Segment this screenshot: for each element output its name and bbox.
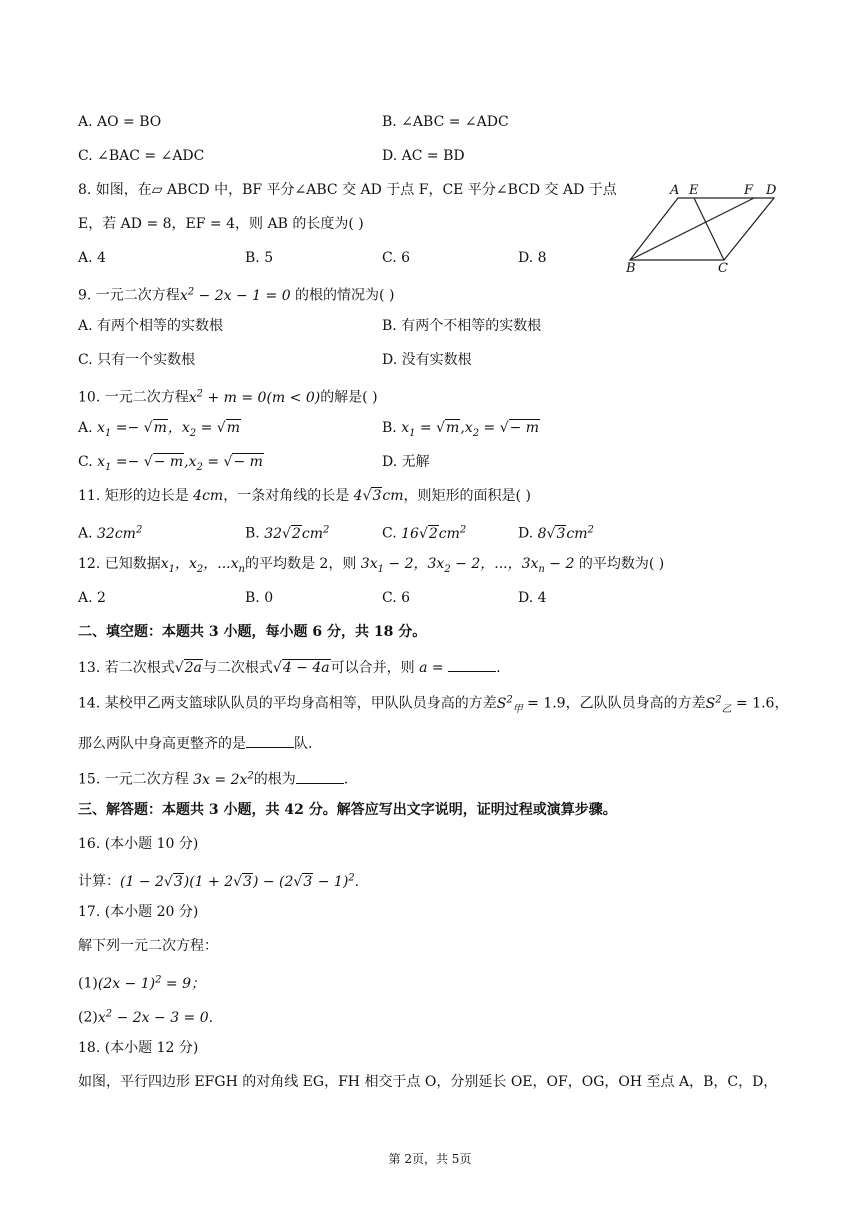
q10-equation: $x^2 + m = 0(m < 0)$: [188, 388, 321, 406]
q14-line2: [78, 733, 312, 753]
q7-option-b: B. ∠ABC = ∠ADC: [382, 114, 509, 130]
q14-sub-yi: 乙: [721, 703, 732, 715]
q11-option-d-prefix: D.: [518, 525, 538, 542]
q11-option-a-math: $32cm^2$: [97, 524, 143, 542]
q9-option-b: B. 有两个不相等的实数根: [382, 318, 542, 334]
q15-stem-c: .: [343, 771, 349, 788]
bisector-ce: [694, 198, 724, 260]
q11-stem-b: ，一条对角线的长是: [223, 488, 354, 504]
q11-stem-c: ，则矩形的面积是( ): [403, 488, 531, 504]
q10-option-b-math: $x_1 = √m,x_2$ = √− m: [401, 420, 540, 439]
q7-option-a: A. AO = BO: [78, 114, 162, 130]
q17-part-2: [78, 1005, 213, 1027]
q12-stem-c: 的平均数为( ): [574, 556, 665, 572]
q7-option-c: C. ∠BAC = ∠ADC: [78, 148, 205, 164]
q11-diagonal: 4√3cm: [353, 488, 404, 504]
q12-option-b: B. 0: [245, 590, 274, 606]
q11-option-b-math: $32√2cm^2$: [264, 524, 330, 542]
q16-expression: $(1 - 2√3)(1 + 2√3) - (2√3 - 1)^2$.: [120, 872, 360, 890]
q8-stem-line2: E，若 AD = 8，EF = 4，则 AB 的长度为( ): [78, 216, 364, 232]
q16-body-prefix: 计算：: [78, 873, 120, 890]
q15-equation: $3x = 2x^2$: [193, 770, 254, 788]
q11-option-b-prefix: B.: [245, 525, 265, 542]
q14-stem-a: 14. 某校甲乙两支篮球队队员的平均身高相等，甲队队员身高的方差: [78, 695, 497, 712]
q8-stem-line1: 8. 如图，在▱ ABCD 中，BF 平分∠ABC 交 AD 于点 F，CE 平分∠BCD 交 AD 于点: [78, 182, 617, 198]
q10-option-a-math: $x_1 =- √m$，$x_2 = √m$: [97, 420, 240, 439]
q8-option-c: C. 6: [382, 250, 411, 266]
section-2-heading: 二、填空题：本题共 3 小题，每小题 6 分，共 18 分。: [78, 624, 427, 640]
q16-header: 16. (本小题 10 分): [78, 836, 199, 852]
q11-option-b: [245, 521, 329, 543]
q17-header: 17. (本小题 20 分): [78, 904, 199, 920]
q9-equation: $x^2 - 2x - 1 = 0$: [179, 286, 291, 304]
q13-var: a =: [419, 660, 449, 676]
q17-part-2-prefix: (2): [78, 1009, 98, 1026]
q11-option-a-prefix: A.: [78, 525, 98, 542]
q15-stem-a: 15. 一元二次方程: [78, 771, 194, 788]
q10-option-a: [78, 419, 241, 443]
q9-option-d: D. 没有实数根: [382, 352, 472, 368]
q14-stem-c: = 1.6，: [731, 695, 789, 712]
q17-part-2-equation: $x^2 - 2x - 3 = 0$.: [97, 1008, 214, 1026]
label-b: B: [626, 261, 636, 272]
bisector-bf: [630, 198, 754, 260]
label-a: A: [670, 183, 680, 198]
q18-header: 18. (本小题 12 分): [78, 1040, 199, 1056]
q10-stem-b: 的解是( ): [320, 389, 378, 406]
q10-option-a-prefix: A.: [78, 420, 98, 436]
q10-option-c-math: $x_1$ =− √− $m,x_2$ = √− m: [97, 454, 263, 473]
q14-stem: [78, 691, 788, 718]
q15-stem: [78, 767, 348, 789]
q9-option-a: A. 有两个相等的实数根: [78, 318, 224, 334]
q9-stem: [78, 283, 394, 305]
q10-option-c: [78, 453, 264, 477]
q13-stem: [78, 657, 501, 677]
q8-option-a: A. 4: [78, 250, 106, 266]
label-e: E: [689, 183, 699, 198]
q12-option-a: A. 2: [78, 590, 106, 606]
q13-answer-blank[interactable]: [448, 657, 496, 672]
q11-side: 4cm: [193, 488, 224, 504]
q10-option-c-prefix: C.: [78, 454, 98, 470]
q8-option-b: B. 5: [245, 250, 274, 266]
q11-option-d: [518, 521, 594, 543]
q9-stem-a: 9. 一元二次方程: [78, 287, 180, 304]
q13-radical-1: √2a: [174, 660, 202, 676]
q13-stem-c: 可以合并，则: [330, 660, 420, 676]
q12-transformed: $3x_1 - 2$，$3x_2 - 2$，...，$3x_n - 2$: [360, 556, 575, 575]
q12-stem-b: 的平均数是 2，则: [244, 556, 361, 572]
label-d: D: [766, 183, 777, 198]
q14-s2-yi: $S^2_乙$: [705, 694, 732, 715]
q9-stem-b: 的根的情况为( ): [290, 287, 395, 304]
q12-stem-a: 12. 已知数据: [78, 556, 161, 572]
q12-data: $x_1$，$x_2$，$...x_n$: [160, 556, 245, 575]
q11-option-c-math: $16√2cm^2$: [401, 524, 467, 542]
q17-part-1: [78, 971, 205, 993]
q10-option-b-prefix: B.: [382, 420, 402, 436]
q14-answer-blank[interactable]: [246, 733, 294, 748]
q14-line2-a: 那么两队中身高更整齐的是: [78, 736, 246, 752]
q16-body: [78, 869, 359, 891]
q17-intro: 解下列一元二次方程：: [78, 938, 218, 954]
q13-radical-2: √4 − 4a: [272, 660, 330, 676]
q13-stem-d: .: [496, 660, 501, 676]
q18-body: 如图，平行四边形 EFGH 的对角线 EG，FH 相交于点 O，分别延长 OE，OF，OG，OH 至点 A，B，C，D，: [78, 1074, 778, 1090]
q11-option-a: [78, 521, 142, 543]
q15-answer-blank[interactable]: [296, 769, 344, 784]
q14-line2-b: 队.: [294, 736, 313, 752]
parallelogram-outline: [630, 198, 774, 260]
q9-option-c: C. 只有一个实数根: [78, 352, 196, 368]
label-c: C: [718, 261, 728, 272]
q12-stem: [78, 555, 664, 579]
q17-part-1-prefix: (1): [78, 975, 98, 992]
parallelogram-figure: [626, 180, 786, 272]
q12-option-c: C. 6: [382, 590, 411, 606]
q13-stem-b: 与二次根式: [202, 660, 273, 676]
q10-stem-a: 10. 一元二次方程: [78, 389, 189, 406]
q11-stem-a: 11. 矩形的边长是: [78, 488, 194, 504]
q13-stem-a: 13. 若二次根式: [78, 660, 175, 676]
label-f: F: [744, 183, 754, 198]
q15-stem-b: 的根为: [253, 771, 296, 788]
page-footer: 第 2页，共 5页: [388, 1152, 472, 1166]
q14-sub-jia: 甲: [512, 703, 523, 715]
q7-option-d: D. AC = BD: [382, 148, 465, 164]
q17-part-1-equation: $(2x - 1)^2 = 9$；: [97, 974, 206, 992]
q11-option-d-math: $8√3cm^2$: [537, 524, 594, 542]
section-3-heading: 三、解答题：本题共 3 小题，共 42 分。解答应写出文字说明，证明过程或演算步骤。: [78, 802, 617, 818]
q8-option-d: D. 8: [518, 250, 547, 266]
q10-stem: [78, 385, 378, 407]
q14-s2-jia: $S^2_甲$: [496, 694, 523, 715]
q10-option-b: [382, 419, 540, 443]
q11-option-c: [382, 521, 466, 543]
q12-option-d: D. 4: [518, 590, 547, 606]
q14-stem-b: = 1.9，乙队队员身高的方差: [522, 695, 706, 712]
q10-option-d: D. 无解: [382, 454, 430, 470]
q11-option-c-prefix: C.: [382, 525, 402, 542]
q11-stem: [78, 487, 531, 505]
